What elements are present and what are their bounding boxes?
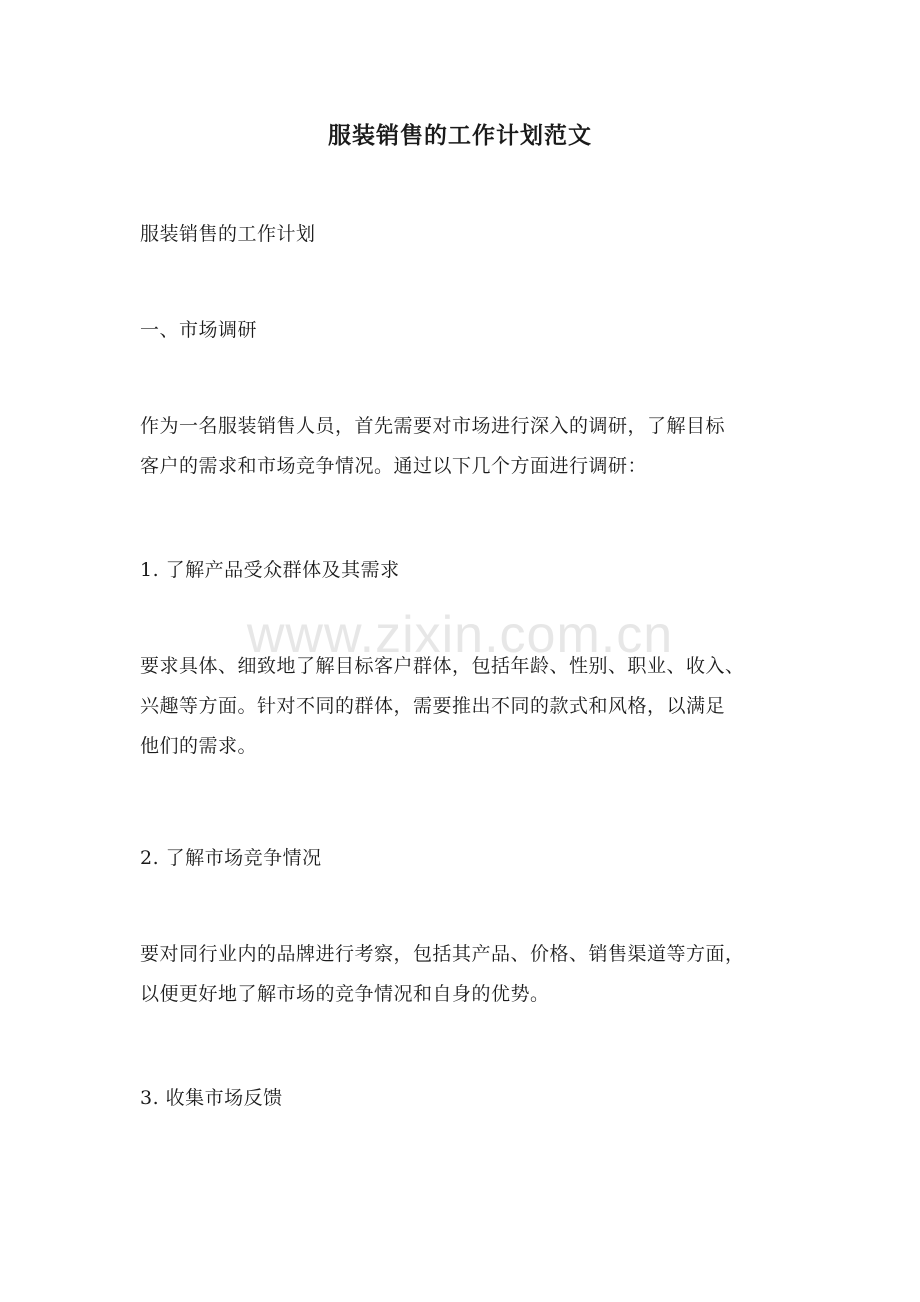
item-heading-text: 2. 了解市场竞争情况: [140, 847, 322, 869]
subtitle-text: 服装销售的工作计划: [140, 223, 316, 245]
paragraph-line: 作为一名服装销售人员，首先需要对市场进行深入的调研，了解目标: [140, 415, 726, 437]
paragraph-line: 要求具体、细致地了解目标客户群体，包括年龄、性别、职业、收入、: [140, 655, 745, 677]
intro-paragraph: [140, 406, 790, 486]
item-heading-2: [140, 838, 790, 878]
paragraph-line: 他们的需求。: [140, 735, 258, 757]
item-paragraph-1: [140, 646, 790, 766]
paragraph-line: 要对同行业内的品牌进行考察，包括其产品、价格、销售渠道等方面，: [140, 943, 745, 965]
section-heading-market-research: [140, 310, 790, 350]
document-title: 服装销售的工作计划范文: [328, 122, 592, 149]
paragraph-line: 以便更好地了解市场的竞争情况和自身的优势。: [140, 983, 550, 1005]
watermark: www.zixin.com.cn: [246, 606, 674, 664]
section-heading-text: 一、市场调研: [140, 319, 258, 341]
item-heading-text: 1. 了解产品受众群体及其需求: [140, 559, 400, 581]
paragraph-line: 客户的需求和市场竞争情况。通过以下几个方面进行调研：: [140, 455, 648, 477]
item-heading-3: [140, 1078, 790, 1118]
paragraph-line: 兴趣等方面。针对不同的群体，需要推出不同的款式和风格，以满足: [140, 695, 726, 717]
item-paragraph-2: [140, 934, 790, 1014]
item-heading-text: 3. 收集市场反馈: [140, 1087, 283, 1109]
item-heading-1: [140, 550, 790, 590]
document-subtitle: [140, 214, 790, 254]
